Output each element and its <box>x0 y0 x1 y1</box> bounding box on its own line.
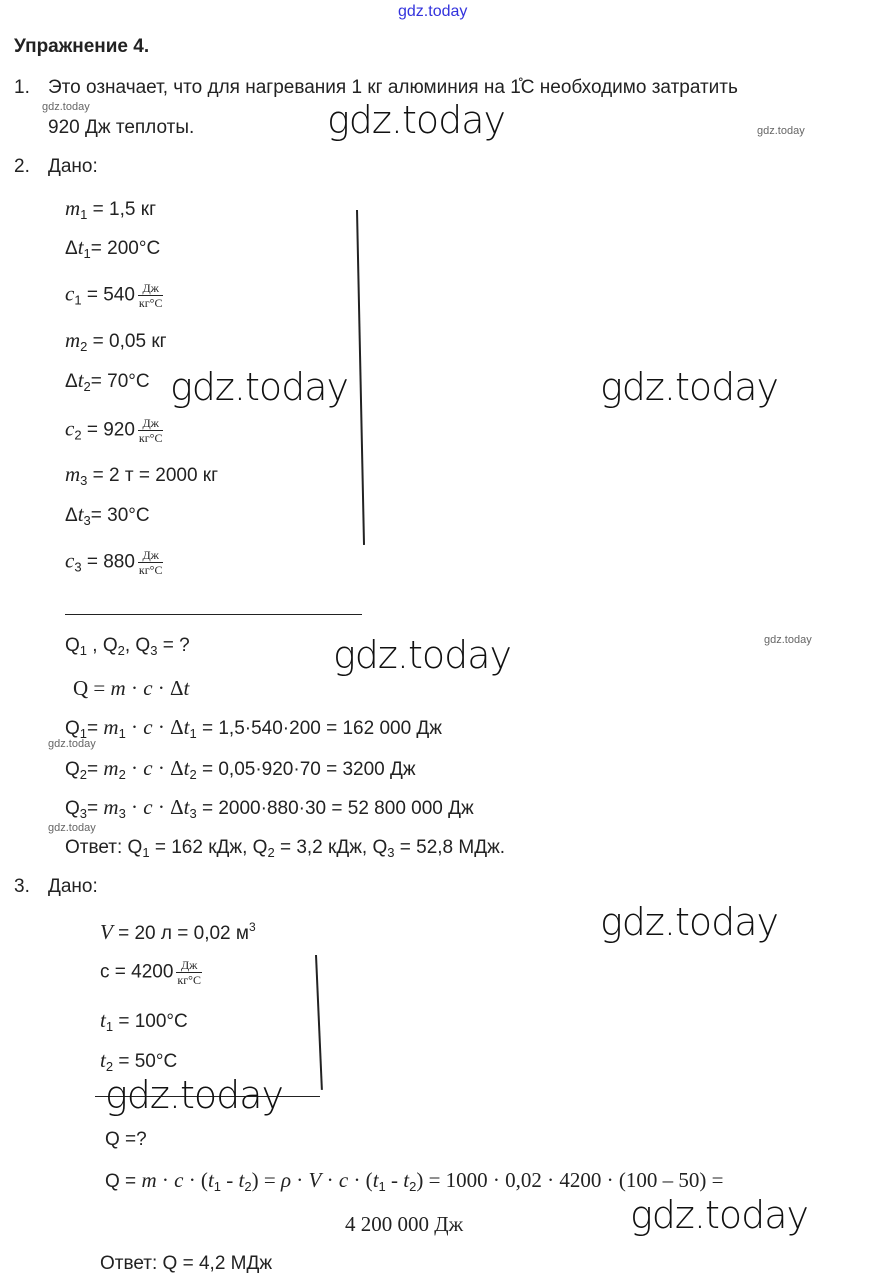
math-variable: t <box>100 1048 106 1072</box>
watermark: gdz.today <box>48 822 96 834</box>
text: Ответ: Q = 4,2 МДж <box>100 1253 273 1274</box>
given-item <box>65 235 160 266</box>
math-text: 4 200 000 Дж <box>345 1212 464 1236</box>
subscript: 2 <box>80 339 88 354</box>
text: Q <box>65 718 80 739</box>
math-variable: t <box>100 1008 106 1032</box>
answer <box>100 1252 272 1276</box>
math-text: - <box>385 1168 404 1192</box>
math-variable: t <box>183 715 190 739</box>
math-text: · Δ <box>152 756 184 780</box>
math-variable: ρ <box>280 1168 292 1192</box>
subscript: 3 <box>189 806 197 821</box>
text: = 162 кДж, Q <box>149 837 268 858</box>
subscript: 1 <box>142 845 150 860</box>
given-item <box>65 196 156 227</box>
math-text: - <box>221 1168 239 1192</box>
text: = 0,05 кг <box>87 331 167 352</box>
subscript: 2 <box>409 1179 417 1194</box>
math-variable: t <box>403 1168 410 1192</box>
math-variable: t <box>77 368 84 392</box>
text: = 920 <box>81 419 135 441</box>
math-variable: m <box>65 196 81 220</box>
text: = <box>87 718 104 739</box>
given-item <box>100 915 256 946</box>
watermark: gdz.today <box>327 98 505 142</box>
math-variable: c <box>174 1168 184 1192</box>
given-item <box>65 548 163 580</box>
math-text: · <box>125 715 144 739</box>
math-text: ) = 1000 · 0,02 · 4200 · (100 – 50) = <box>416 1168 724 1192</box>
math-text: · <box>321 1168 339 1192</box>
math-text: · <box>291 1168 309 1192</box>
math-variable: t <box>183 795 190 819</box>
math-text: · <box>156 1168 175 1192</box>
text: Q <box>65 635 80 656</box>
subscript: 3 <box>74 559 82 575</box>
text: Q = <box>105 1171 142 1192</box>
subscript: 3 <box>118 806 126 821</box>
math-text: · Δ <box>152 676 184 700</box>
math-variable: c <box>338 1168 349 1192</box>
math-variable: c <box>65 548 75 573</box>
subscript: 1 <box>79 643 88 658</box>
calculation-line <box>65 715 442 746</box>
math-variable: t <box>183 756 190 780</box>
item1-text-line2: 920 Дж теплоты. <box>48 117 195 138</box>
subscript: 3 <box>83 513 91 528</box>
watermark: gdz.today <box>105 1073 283 1117</box>
subscript: 1 <box>213 1179 222 1194</box>
subscript: 2 <box>105 1059 114 1074</box>
math-variable: m <box>141 1168 157 1192</box>
text: Q =? <box>105 1129 147 1150</box>
heat-formula <box>73 676 189 702</box>
given-divider-horizontal <box>65 614 362 615</box>
text: = 0,05·920·70 = 3200 Дж <box>196 759 416 780</box>
unit-fraction: $\frac{Дж}{кг^\circ С}$ <box>177 958 201 987</box>
math-variable: V <box>100 920 113 944</box>
item2-given-label: Дано: <box>48 156 98 177</box>
given-item <box>100 1008 188 1039</box>
math-variable: c <box>65 416 75 441</box>
watermark: gdz.today <box>600 900 778 944</box>
text: = ? <box>157 635 190 656</box>
page-title: Упражнение 4. <box>14 36 150 57</box>
subscript: 1 <box>378 1179 386 1194</box>
watermark: gdz.today <box>630 1193 808 1237</box>
math-variable: t <box>183 676 190 700</box>
text: = 200°C <box>90 238 161 259</box>
math-text: · ( <box>348 1168 373 1192</box>
text: Δ <box>65 238 78 259</box>
subscript: 2 <box>74 427 82 443</box>
math-variable: c <box>65 281 75 306</box>
calculation-line <box>65 795 474 826</box>
math-variable: c <box>143 676 153 700</box>
text: = 2 т = 2000 кг <box>87 465 219 486</box>
subscript: 1 <box>189 726 197 741</box>
watermark: gdz.today <box>333 633 511 677</box>
text: Q <box>65 759 80 780</box>
math-text: · Δ <box>152 715 184 739</box>
subscript: 1 <box>79 726 88 741</box>
item1-text-line1: Это означает, что для нагревания 1 кг алюминия на 1̊С необходимо затратить <box>48 77 738 98</box>
unit-fraction: $\frac{Дж}{кг^\circ С}$ <box>138 548 163 577</box>
subscript: 3 <box>80 473 88 488</box>
math-text: ) = <box>251 1168 281 1192</box>
text: = <box>87 798 104 819</box>
watermark: gdz.today <box>757 125 805 137</box>
math-variable: m <box>103 756 119 780</box>
answer <box>65 836 505 865</box>
text: = 3,2 кДж, Q <box>274 837 388 858</box>
subscript: 1 <box>74 292 82 308</box>
math-variable: t <box>238 1168 245 1192</box>
text: c = 4200 <box>100 961 174 983</box>
watermark: gdz.today <box>600 365 778 409</box>
watermark: gdz.today <box>170 365 348 409</box>
subscript: 3 <box>387 845 395 860</box>
math-variable: c <box>143 715 153 739</box>
text: Ответ: Q <box>65 837 143 858</box>
math-variable: t <box>207 1168 214 1192</box>
watermark-top[interactable]: gdz.today <box>398 3 468 20</box>
math-variable: m <box>65 462 81 486</box>
text: , Q <box>124 635 151 656</box>
math-variable: m <box>103 715 119 739</box>
text: Q <box>65 798 80 819</box>
subscript: 1 <box>105 1019 114 1034</box>
math-variable: t <box>77 502 84 526</box>
given-item <box>65 502 150 533</box>
watermark: gdz.today <box>764 634 812 646</box>
math-text: · <box>125 756 144 780</box>
subscript: 3 <box>79 806 88 821</box>
text: = 2000·880·30 = 52 800 000 Дж <box>196 798 474 819</box>
given3-divider-vertical <box>315 955 322 1090</box>
text: = 50°C <box>113 1051 178 1072</box>
math-text: · <box>125 795 144 819</box>
text: = 20 л = 0,02 м <box>112 923 249 944</box>
unknowns <box>105 1128 147 1152</box>
unit-fraction: $\frac{Дж}{кг^\circ С}$ <box>138 281 163 310</box>
math-text: Q = <box>73 676 111 700</box>
given-item <box>65 328 167 359</box>
text: Δ <box>65 371 78 392</box>
text: = 100°C <box>113 1011 188 1032</box>
text: , Q <box>87 635 118 656</box>
item1-number: 1. <box>14 77 30 98</box>
text: = 52,8 МДж. <box>394 837 506 858</box>
given-item <box>100 958 202 987</box>
text: = 30°C <box>90 505 150 526</box>
subscript: 1 <box>80 207 88 222</box>
math-text: · <box>125 676 144 700</box>
subscript: 3 <box>150 643 158 658</box>
math-variable: c <box>143 795 153 819</box>
text: = 70°C <box>90 371 150 392</box>
given-item <box>65 462 218 493</box>
subscript: 2 <box>244 1179 252 1194</box>
math-text: · Δ <box>152 795 184 819</box>
text: = 880 <box>81 551 135 573</box>
math-variable: t <box>77 235 84 259</box>
subscript: 2 <box>189 767 197 782</box>
item3-number: 3. <box>14 876 30 897</box>
watermark: gdz.today <box>42 101 90 113</box>
subscript: 2 <box>118 767 126 782</box>
item3-given-label: Дано: <box>48 876 98 897</box>
unit-fraction: $\frac{Дж}{кг^\circ С}$ <box>138 416 163 445</box>
text: = 1,5·540·200 = 162 000 Дж <box>196 718 443 739</box>
given-divider-vertical <box>356 210 365 545</box>
superscript: 3 <box>248 920 256 934</box>
math-variable: m <box>65 328 81 352</box>
math-variable: V <box>308 1168 322 1192</box>
subscript: 1 <box>83 246 91 261</box>
math-variable: m <box>103 795 119 819</box>
subscript: 2 <box>267 845 275 860</box>
subscript: 1 <box>118 726 126 741</box>
math-text: · ( <box>183 1168 208 1192</box>
result <box>345 1212 463 1238</box>
subscript: 2 <box>117 643 125 658</box>
math-variable: c <box>143 756 153 780</box>
item2-number: 2. <box>14 156 30 177</box>
subscript: 2 <box>79 767 88 782</box>
given-item <box>65 368 150 399</box>
calculation-line <box>65 756 416 787</box>
math-variable: m <box>110 676 126 700</box>
text: = <box>87 759 104 780</box>
subscript: 2 <box>83 379 91 394</box>
text: = 1,5 кг <box>87 199 156 220</box>
unknowns <box>65 634 190 663</box>
math-variable: t <box>372 1168 379 1192</box>
given-item <box>65 416 163 448</box>
watermark: gdz.today <box>48 738 96 750</box>
given-item <box>65 281 163 313</box>
text: Δ <box>65 505 78 526</box>
text: = 540 <box>81 284 135 306</box>
